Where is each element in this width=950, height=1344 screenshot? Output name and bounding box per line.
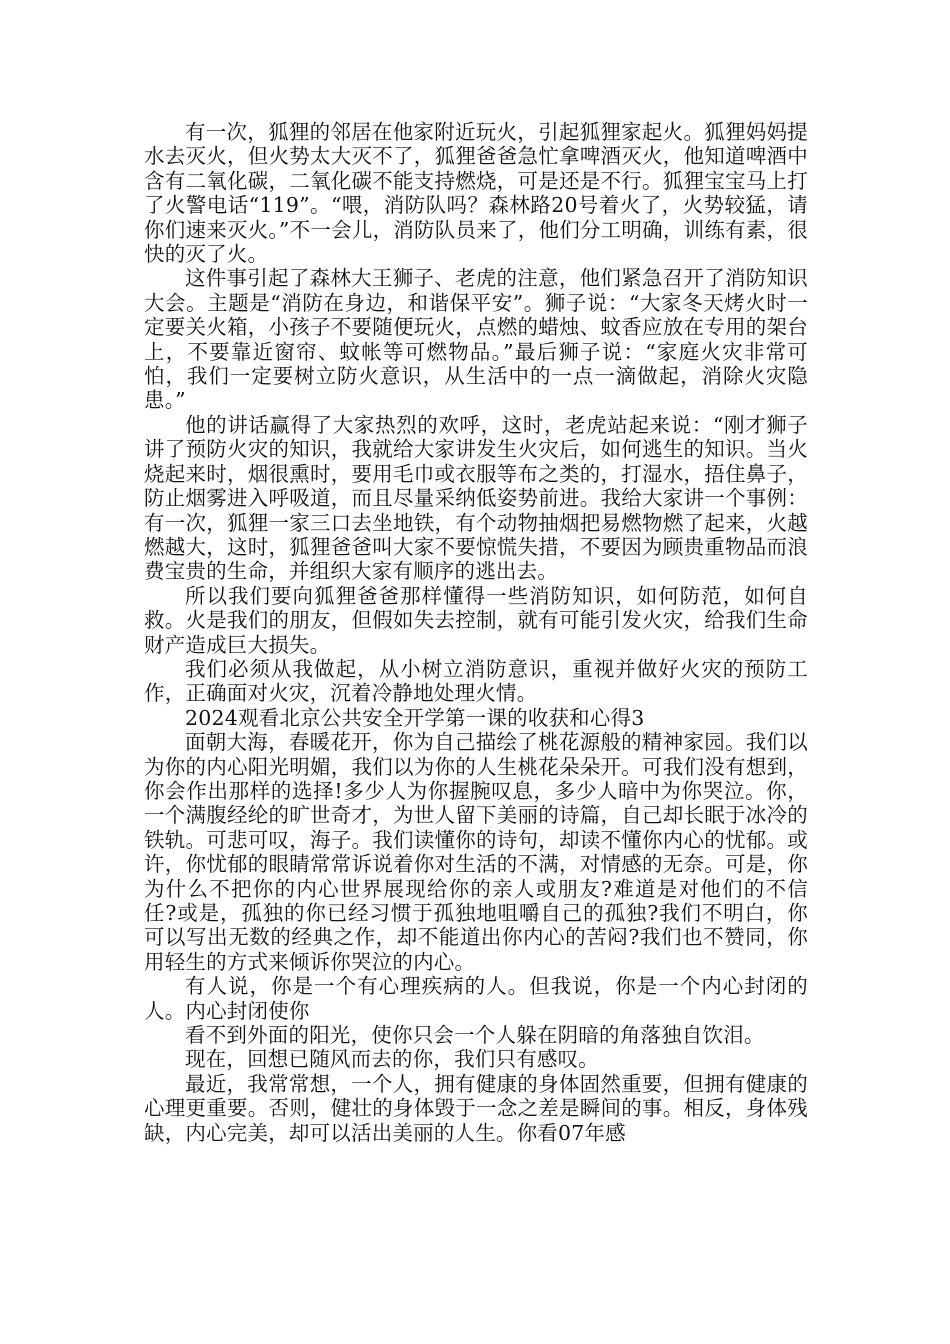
paragraph-learn-fire-knowledge: 所以我们要向狐狸爸爸那样懂得一些消防知识，如何防范，如何自救。火是我们的朋友，但假如失去控制，就有可能引发火灾，给我们生命财产造成巨大损失。 [144, 583, 808, 657]
paragraph-tiger-speech: 他的讲话赢得了大家热烈的欢呼，这时，老虎站起来说：“刚才狮子讲了预防火灾的知识，我就给大家讲发生火灾后，如何逃生的知识。当火烧起来时，烟很熏时，要用毛巾或衣服等布之类的，打湿水，捂住鼻子，防止烟雾进入呼吸道，而且尽量采纳低姿势前进。我给大家讲一个事例：有一次，狐狸一家三口去坐地铁，有个动物抽烟把易燃物燃了起来，火越燃越大，这时，狐狸爸爸叫大家不要惊慌失措，不要因为顾贵重物品而浪费宝贵的生命，并组织大家有顺序的逃出去。 [144, 412, 808, 584]
document-body [144, 120, 808, 1145]
paragraph-closed-heart: 有人说，你是一个有心理疾病的人。但我说，你是一个内心封闭的人。内心封闭使你 [144, 974, 808, 1023]
paragraph-no-sunshine: 看不到外面的阳光，使你只会一个人躲在阴暗的角落独自饮泪。 [185, 1023, 765, 1048]
paragraph-fox-fire: 有一次，狐狸的邻居在他家附近玩火，引起狐狸家起火。狐狸妈妈提水去灭火，但火势太大灭不了，狐狸爸爸急忙拿啤酒灭火，他知道啤酒中含有二氧化碳，二氧化碳不能支持燃烧，可是还是不行。狐狸宝宝马上打了火警电话“119”。“喂，消防队吗？森林路20号着火了，火势较猛，请你们速来灭火。”不一会儿，消防队员来了，他们分工明确，训练有素，很快的灭了火。 [144, 120, 808, 267]
paragraph-start-from-me: 我们必须从我做起，从小树立消防意识，重视并做好火灾的预防工作，正确面对火灾，沉着冷静地处理火情。 [144, 656, 808, 706]
paragraph-healthy-mind: 最近，我常常想，一个人，拥有健康的身体固然重要，但拥有健康的心理更重要。否则，健壮的身体毁于一念之差是瞬间的事。相反，身体残缺，内心完美，却可以活出美丽的人生。你看07年感 [144, 1071, 808, 1145]
paragraph-fire-safety-meeting: 这件事引起了森林大王狮子、老虎的注意，他们紧急召开了消防知识大会。主题是“消防在身边，和谐保平安”。狮子说：“大家冬天烤火时一定要关火箱，小孩子不要随便玩火，点燃的蜡烛、蚊香应放在专用的架台上，不要靠近窗帘、蚊帐等可燃物品。”最后狮子说：“家庭火灾非常可怕，我们一定要树立防火意识，从生活中的一点一滴做起，消除火灾隐患。” [144, 266, 808, 413]
paragraph-haizi: 面朝大海，春暖花开，你为自己描绘了桃花源般的精神家园。我们以为你的内心阳光明媚，我们以为你的人生桃花朵朵开。可我们没有想到，你会作出那样的选择!多少人为你握腕叹息，多少人暗中为你哭泣。你，一个满腹经纶的旷世奇才，为世人留下美丽的诗篇，自己却长眠于冰冷的铁轨。可悲可叹，海子。我们读懂你的诗句，却读不懂你内心的忧郁。或许，你忧郁的眼睛常常诉说着你对生活的不满，对情感的无奈。可是，你为什么不把你的内心世界展现给你的亲人或朋友?难道是对他们的不信任?或是，孤独的你已经习惯于孤独地咀嚼自己的孤独?我们不明白，你可以写出无数的经典之作，却不能道出你内心的苦闷?我们也不赞同，你用轻生的方式来倾诉你哭泣的内心。 [144, 730, 808, 974]
section-heading: 2024观看北京公共安全开学第一课的收获和心得3 [185, 705, 645, 730]
paragraph-sigh: 现在，回想已随风而去的你，我们只有感叹。 [185, 1047, 599, 1072]
